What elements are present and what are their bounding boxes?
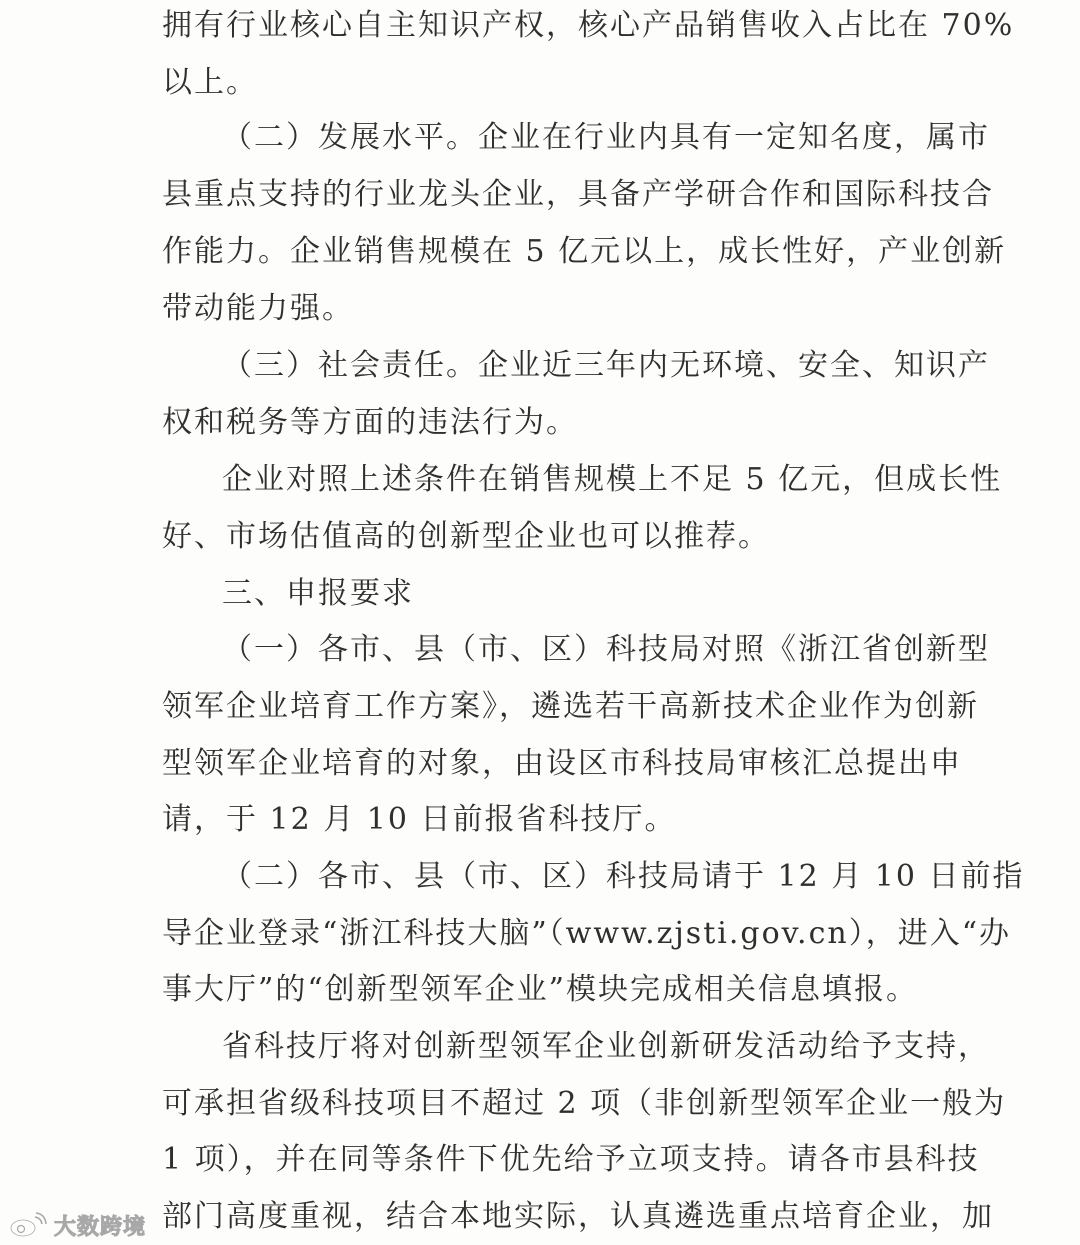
text-line: 县重点支持的行业龙头企业，具备产学研合作和国际科技合	[162, 177, 994, 212]
text-line: 请，于 12 月 10 日前报省科技厅。	[162, 802, 677, 837]
text-line: 带动能力强。	[162, 291, 354, 326]
text-line: （二）发展水平。企业在行业内具有一定知名度，属市	[222, 120, 990, 155]
watermark	[8, 1208, 146, 1242]
text-line: 以上。	[162, 65, 258, 100]
weibo-logo-icon	[8, 1211, 48, 1239]
section-heading: 三、申报要求	[222, 576, 414, 611]
watermark-text: 大数跨境	[54, 1214, 147, 1240]
text-line: 型领军企业培育的对象，由设区市科技局审核汇总提出申	[162, 746, 962, 781]
text-line: 可承担省级科技项目不超过 2 项（非创新型领军企业一般为	[162, 1086, 1007, 1121]
text-line: （三）社会责任。企业近三年内无环境、安全、知识产	[222, 348, 990, 383]
text-line: 导企业登录“浙江科技大脑”（www.zjsti.gov.cn），进入“办	[162, 916, 1012, 951]
text-line: 作能力。企业销售规模在 5 亿元以上，成长性好，产业创新	[162, 234, 1007, 269]
text-line: 事大厅”的“创新型领军企业”模块完成相关信息填报。	[162, 972, 919, 1007]
text-line: 部门高度重视，结合本地实际，认真遴选重点培育企业，加	[162, 1199, 994, 1234]
text-line: 权和税务等方面的违法行为。	[162, 405, 578, 440]
text-line: 1 项），并在同等条件下优先给予立项支持。请各市县科技	[162, 1142, 980, 1177]
text-line: 省科技厅将对创新型领军企业创新研发活动给予支持，	[222, 1029, 990, 1064]
text-line: 拥有行业核心自主知识产权，核心产品销售收入占比在 70%	[162, 8, 1015, 43]
text-line: （二）各市、县（市、区）科技局请于 12 月 10 日前指	[222, 859, 1025, 894]
text-line: 领军企业培育工作方案》，遴选若干高新技术企业作为创新	[162, 689, 979, 724]
text-line: 好、市场估值高的创新型企业也可以推荐。	[162, 519, 770, 554]
text-line: （一）各市、县（市、区）科技局对照《浙江省创新型	[222, 632, 990, 667]
text-line: 企业对照上述条件在销售规模上不足 5 亿元，但成长性	[222, 462, 1003, 497]
